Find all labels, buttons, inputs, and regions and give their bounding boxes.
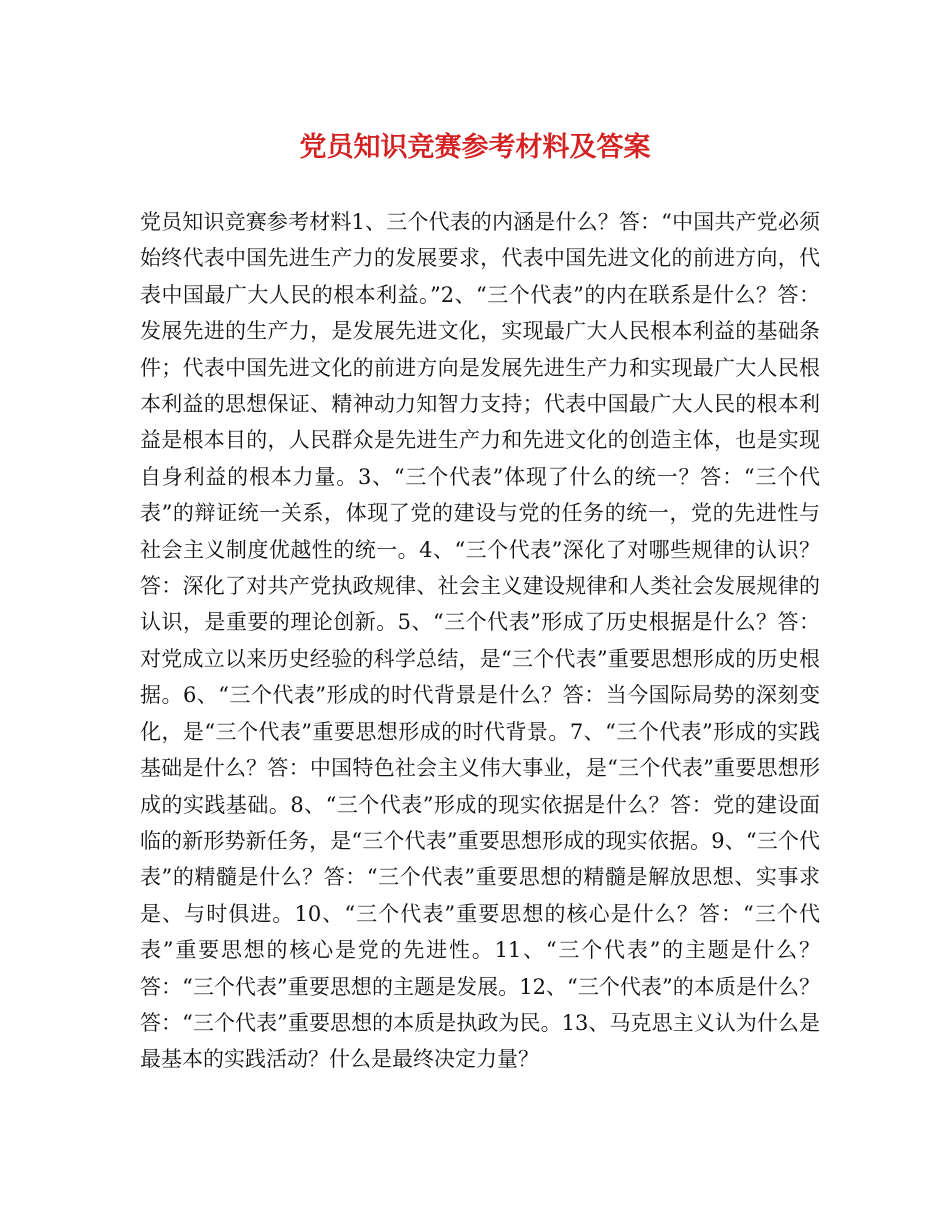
document-title: 党员知识竞赛参考材料及答案 [299, 132, 651, 163]
document-body: 党员知识竞赛参考材料1、三个代表的内涵是什么？答：“中国共产党必须始终代表中国先进生产力的发展要求，代表中国先进文化的前进方向，代表中国最广大人民的根本利益。”2、“三个代表”的内在联系是什么？答：发展先进的生产力，是发展先进文化，实现最广大人民根本利益的基础条件；代表中国先进文化的前进方向是发展先进生产力和实现最广大人民根本利益的思想保证、精神动力知智力支持；代表中国最广大人民的根本利益是根本目的，人民群众是先进生产力和先进文化的创造主体，也是实现自身利益的根本力量。3、“三个代表”体现了什么的统一？答：“三个代表”的辩证统一关系，体现了党的建设与党的任务的统一，党的先进性与社会主义制度优越性的统一。4、“三个代表”深化了对哪些规律的认识？答：深化了对共产党执政规律、社会主义建设规律和人类社会发展规律的认识，是重要的理论创新。5、“三个代表”形成了历史根据是什么？答：对党成立以来历史经验的科学总结，是“三个代表”重要思想形成的历史根据。6、“三个代表”形成的时代背景是什么？答：当今国际局势的深刻变化，是“三个代表”重要思想形成的时代背景。7、“三个代表”形成的实践基础是什么？答：中国特色社会主义伟大事业，是“三个代表”重要思想形成的实践基础。8、“三个代表”形成的现实依据是什么？答：党的建设面临的新形势新任务，是“三个代表”重要思想形成的现实依据。9、“三个代表”的精髓是什么？答：“三个代表”重要思想的精髓是解放思想、实事求是、与时俱进。10、“三个代表”重要思想的核心是什么？答：“三个代表”重要思想的核心是党的先进性。11、“三个代表”的主题是什么？答：“三个代表”重要思想的主题是发展。12、“三个代表”的本质是什么？答：“三个代表”重要思想的本质是执政为民。13、马克思主义认为什么是最基本的实践活动？什么是最终决定力量？ [140, 210, 820, 1072]
